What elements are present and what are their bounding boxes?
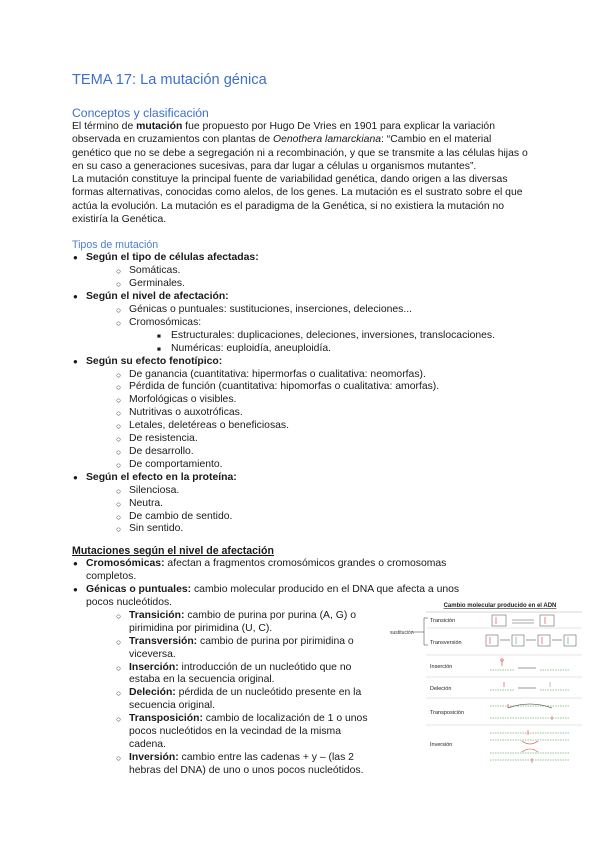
list-item: ○ Inversión: cambio entre las cadenas + y – (las 2 hebras del DNA) de uno o unos pocos nucleótidos. xyxy=(116,752,376,778)
list-item: ○ Nutritivas o auxotróficas. xyxy=(116,407,532,420)
tipos-list xyxy=(72,252,532,536)
figure-row-label: Inserción xyxy=(430,664,453,670)
figure-row-label: Transversión xyxy=(430,640,462,646)
figure-row-label: Transposición xyxy=(430,710,465,716)
list-item: ● Según el efecto en la proteína: ○ Silenciosa. ○ Neutra. ○ De cambio de sentido. ○ Sin sentido. xyxy=(72,472,532,537)
tipos-heading: Tipos de mutación xyxy=(72,239,159,252)
inversion-diagram xyxy=(490,730,570,763)
list-item: ○ De desarrollo. xyxy=(116,446,532,459)
list-item: ○ De ganancia (cuantitativa: hipermorfas o cualitativa: neomorfas). xyxy=(116,369,532,382)
list-item: ○ Transposición: cambio de localización de 1 o unos pocos nucleótidos en la vecindad de la misma cadena. xyxy=(116,713,376,752)
figure-row-label: Deleción xyxy=(430,686,452,692)
list-item: ○ Pérdida de función (cuantitativa: hipomorfas o cualitativa: amorfas). xyxy=(116,381,532,394)
list-item: ○ De cambio de sentido. xyxy=(116,511,532,524)
deletion-diagram xyxy=(490,682,570,690)
transposition-diagram xyxy=(490,704,570,720)
concepts-heading: Conceptos y clasificación xyxy=(72,106,209,120)
dna-change-figure xyxy=(390,600,585,775)
list-item: ■ Numéricas: euploidía, aneuploidía. xyxy=(157,343,532,356)
list-item: ● Según el nivel de afectación: ○ Génicas o puntuales: sustituciones, inserciones, deleciones... ○ Cromosómicas: ■ Estructurales: duplicaciones, deleciones, inversiones, translocaciones. ■ Numéricas: euploidía, aneuploidía. xyxy=(72,291,532,356)
list-item: ● Génicas o puntuales: cambio molecular producido en el DNA que afecta a unos pocos nucleótidos. ○ Transición: cambio de purina por purina (A, G) o pirimidina por pirimidina (U, C). ○ Transversión: cambio de purina por pirimidina o viceversa. ○ Inserción: introducción de un nucleótido que no estaba en la secuencia original. ○ Deleción: pérdida de un nucleótido presente en la secuencia original. ○ Transposición: cambio de localización de 1 o unos pocos nucleótidos en la vecindad de la misma cadena. ○ Inversión: cambio entre las cadenas + y – (las 2 hebras del DNA) de uno o unos pocos nucleótidos. xyxy=(72,584,472,778)
figure-row-label: Inversión xyxy=(430,742,453,748)
transversion-diagram xyxy=(486,635,576,646)
page-title: TEMA 17: La mutación génica xyxy=(72,72,267,88)
concepts-paragraph-1: El término de mutación fue propuesto por Hugo De Vries en 1901 para explicar la variación observada en cruzamientos con plantas de Oenothera lamarckiana: “Cambio en el material genético que no se debe a segregación ni a recombinación, y que se transmite a las células hijas o en su caso a generaciones sucesivas, para dar lugar a células u organismos mutantes”. xyxy=(72,121,528,172)
concepts-paragraph-2: La mutación constituye la principal fuente de variabilidad genética, dando origen a las diversas formas alternativas, conocidas como alelos, de los genes. La mutación es el sustrato sobre el que actúa la evolución. La mutación es el paradigma de la Genética, si no existiera la mutación no existiría la Genética. xyxy=(72,174,523,226)
list-item: ■ Estructurales: duplicaciones, deleciones, inversiones, translocaciones. xyxy=(157,330,532,343)
list-item: ○ Génicas o puntuales: sustituciones, inserciones, deleciones... xyxy=(116,304,532,317)
list-item: ○ Deleción: pérdida de un nucleótido presente en la secuencia original. xyxy=(116,687,376,713)
transition-diagram xyxy=(492,615,554,626)
list-item: ● Cromosómicas: afectan a fragmentos cromosómicos grandes o cromosomas completos. xyxy=(72,558,472,584)
list-item: ○ Morfológicas o visibles. xyxy=(116,394,532,407)
list-item: ● Según su efecto fenotípico: ○ De ganancia (cuantitativa: hipermorfas o cualitativa: neomorfas). ○ Pérdida de función (cuantitativa: hipomorfas o cualitativa: amorfas). ○ Morfológicas o visibles. ○ Nutritivas o auxotróficas. ○ Letales, deletéreas o beneficiosas. ○ De resistencia. ○ De desarrollo. ○ De comportamiento. xyxy=(72,356,532,472)
nivel-heading: Mutaciones según el nivel de afectación xyxy=(72,545,274,558)
figure-title: Cambio molecular producido en el ADN xyxy=(443,603,557,609)
list-item: ○ Transición: cambio de purina por purina (A, G) o pirimidina por pirimidina (U, C). xyxy=(116,610,376,636)
list-item: ○ Somáticas. xyxy=(116,265,532,278)
figure-row-label: Transición xyxy=(430,618,456,624)
list-item: ○ Letales, deletéreas o beneficiosas. xyxy=(116,420,532,433)
list-item: ○ Germinales. xyxy=(116,278,532,291)
list-item: ○ Cromosómicas: ■ Estructurales: duplicaciones, deleciones, inversiones, translocaciones. ■ Numéricas: euploidía, aneuploidía. xyxy=(116,317,532,356)
list-item: ○ Sin sentido. xyxy=(116,523,532,536)
insertion-diagram xyxy=(490,659,570,670)
list-item: ○ Neutra. xyxy=(116,498,532,511)
list-item: ○ De resistencia. xyxy=(116,433,532,446)
list-item: ● Según el tipo de células afectadas: ○ Somáticas. ○ Germinales. xyxy=(72,252,532,291)
list-item: ○ De comportamiento. xyxy=(116,459,532,472)
list-item: ○ Silenciosa. xyxy=(116,485,532,498)
list-item: ○ Inserción: introducción de un nucleótido que no estaba en la secuencia original. xyxy=(116,662,376,688)
list-item: ○ Transversión: cambio de purina por pirimidina o viceversa. xyxy=(116,636,376,662)
figure-side-label: sustitución xyxy=(390,630,414,636)
